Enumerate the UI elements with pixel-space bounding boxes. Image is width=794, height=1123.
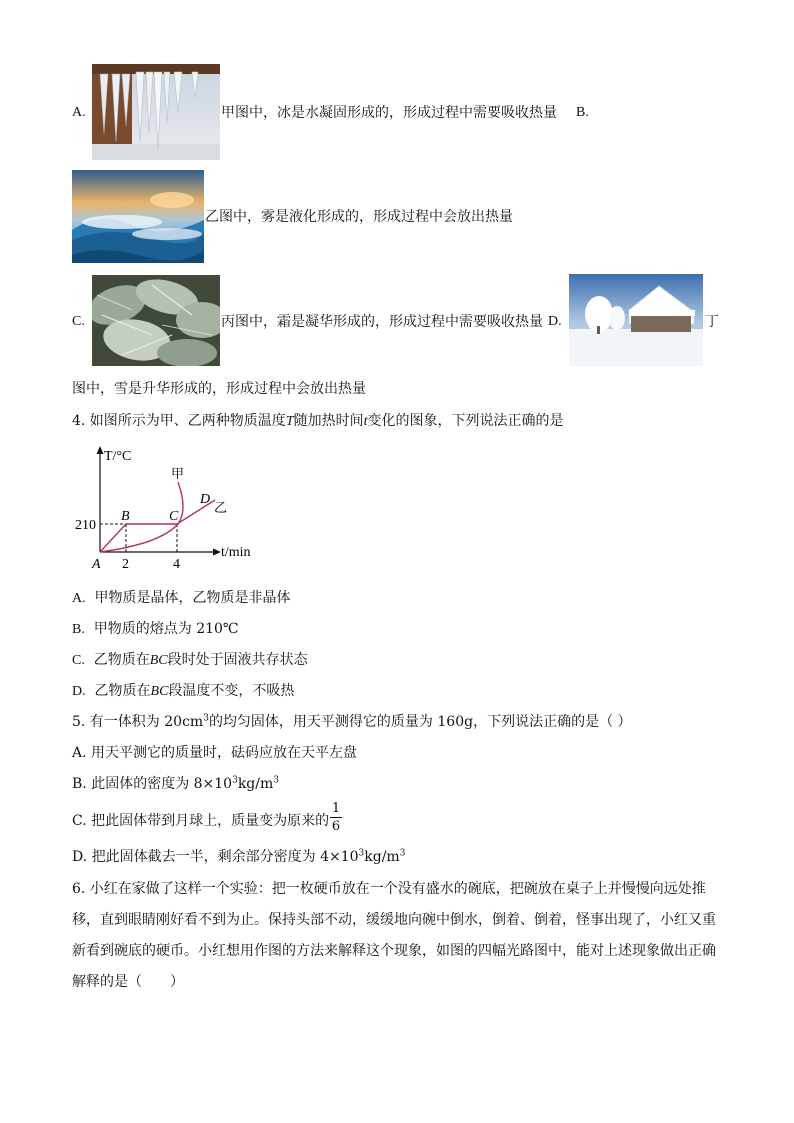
x-tick-2: 2 xyxy=(122,557,129,572)
point-c-label: C xyxy=(169,509,179,524)
frost-leaves-photo xyxy=(92,275,220,366)
series-yi-line xyxy=(100,500,215,552)
option-b-text: 乙图中，雾是液化形成的，形成过程中会放出热量 xyxy=(205,209,513,225)
y-axis-label: T/°C xyxy=(104,449,132,464)
question-6-line4: 解释的是（ ） xyxy=(72,974,184,990)
question-6-line1: 6. 小红在家做了这样一个实验：把一枚硬币放在一个没有盛水的碗底，把碗放在桌子上并慢慢向远处推 xyxy=(72,881,706,897)
series-jia-label: 甲 xyxy=(171,467,185,482)
y-axis-arrow xyxy=(97,446,104,454)
x-axis-arrow xyxy=(213,549,221,556)
q4-option-b: B. 甲物质的熔点为 210℃ xyxy=(72,621,239,637)
x-tick-4: 4 xyxy=(173,557,180,572)
icicles-photo xyxy=(92,64,220,160)
q5-option-a: A. 用天平测它的质量时，砝码应放在天平左盘 xyxy=(72,745,358,761)
question-6-line3: 新看到碗底的硬币。小红想用作图的方法来解释这个现象，如图的四幅光路图中，能对上述现象做出正确 xyxy=(72,943,716,959)
q5-option-c: C. 把此固体带到月球上，质量变为原来的 xyxy=(72,813,330,829)
q5-option-b: B. 此固体的密度为 $8\times 10^3kg/m^3$ xyxy=(72,775,279,792)
point-a-label: A xyxy=(92,557,101,572)
option-a-label: A. xyxy=(72,105,86,120)
q5-option-d: D. 把此固体截去一半，剩余部分密度为 $4\times 10^3kg/m^3$ xyxy=(72,848,406,865)
series-yi-label: 乙 xyxy=(214,501,228,516)
option-d-text-part1: 丁 xyxy=(705,314,719,330)
q4-option-d: D. 乙物质在BC段温度不变，不吸热 xyxy=(72,683,295,699)
option-c-text: 丙图中，霜是凝华形成的，形成过程中需要吸收热量 xyxy=(221,314,543,330)
question-5-stem: 5. 有一体积为 $20cm^3$的均匀固体，用天平测得它的质量为 160g，下列说法正确的是（ ） xyxy=(72,713,632,730)
option-d-text-part2: 图中，雪是升华形成的，形成过程中会放出热量 xyxy=(72,381,366,397)
q4-option-c: C. 乙物质在BC段时处于固液共存状态 xyxy=(72,652,308,668)
option-a-text: 甲图中，冰是水凝固形成的，形成过程中需要吸收热量 xyxy=(221,105,557,121)
question-6-line2: 移，直到眼睛刚好看不到为止。保持头部不动，缓缓地向碗中倒水，倒着、倒着，怪事出现了，小红又重 xyxy=(72,912,716,928)
q4-option-a: A. 甲物质是晶体，乙物质是非晶体 xyxy=(72,590,291,606)
temperature-time-graph xyxy=(70,440,270,570)
point-b-label: B xyxy=(121,509,130,524)
x-axis-label: t/min xyxy=(221,545,251,560)
fraction-one-sixth: 1 6 xyxy=(331,801,341,834)
fog-mountain-photo xyxy=(72,170,204,263)
option-b-label: B. xyxy=(576,105,589,120)
option-d-label: D. xyxy=(548,314,562,329)
snow-house-photo xyxy=(569,274,703,366)
point-d-label: D xyxy=(200,492,211,507)
y-tick-210: 210 xyxy=(75,518,96,533)
question-4-stem: 4. 如图所示为甲、乙两种物质温度T随加热时间t变化的图象，下列说法正确的是 xyxy=(72,413,564,429)
option-c-label: C. xyxy=(72,314,85,329)
